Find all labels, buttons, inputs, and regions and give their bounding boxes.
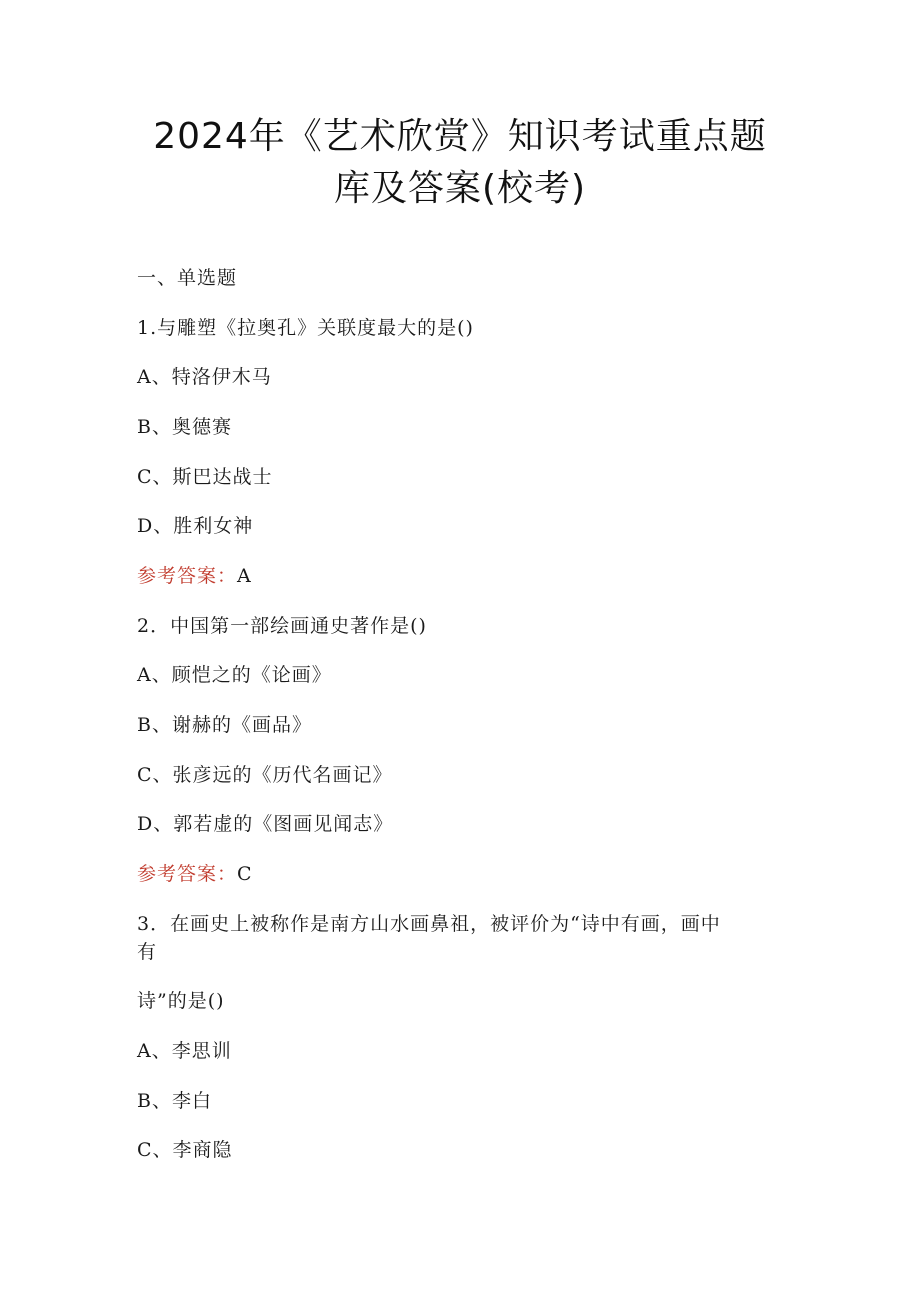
answer-label: 参考答案： — [137, 565, 238, 587]
question-1-option-a: A、特洛伊木马 — [137, 366, 272, 388]
question-2-option-c: C、张彦远的《历代名画记》 — [137, 764, 393, 786]
answer-value: A — [237, 565, 252, 587]
section-heading: 一、单选题 — [137, 267, 238, 289]
question-1-answer — [137, 563, 252, 589]
question-3-option-a: A、李思训 — [137, 1040, 232, 1062]
question-1-option-d: D、胜利女神 — [137, 515, 254, 537]
document-title-line-2: 库及答案(校考) — [333, 168, 587, 209]
document-title-line-1: 2024年《艺术欣赏》知识考试重点题 — [153, 116, 767, 157]
answer-value: C — [237, 863, 253, 885]
question-2-stem: 2．中国第一部绘画通史著作是() — [137, 615, 427, 637]
question-3-option-b: B、李白 — [137, 1090, 212, 1112]
question-3-option-c: C、李商隐 — [137, 1139, 233, 1161]
question-1-stem: 1.与雕塑《拉奥孔》关联度最大的是() — [137, 317, 474, 339]
question-3-stem-line-2: 有 — [137, 941, 158, 963]
question-3-stem-line-3: 诗”的是() — [137, 990, 225, 1012]
question-2-option-d: D、郭若虚的《图画见闻志》 — [137, 813, 394, 835]
question-2-option-a: A、顾恺之的《论画》 — [137, 664, 332, 686]
question-1-option-c: C、斯巴达战士 — [137, 466, 273, 488]
question-3-stem-line-1: 3．在画史上被称作是南方山水画鼻祖，被评价为“诗中有画，画中 — [137, 913, 721, 935]
question-2-answer — [137, 861, 253, 887]
question-1-option-b: B、奥德赛 — [137, 416, 232, 438]
question-2-option-b: B、谢赫的《画品》 — [137, 714, 312, 736]
answer-label: 参考答案： — [137, 863, 238, 885]
